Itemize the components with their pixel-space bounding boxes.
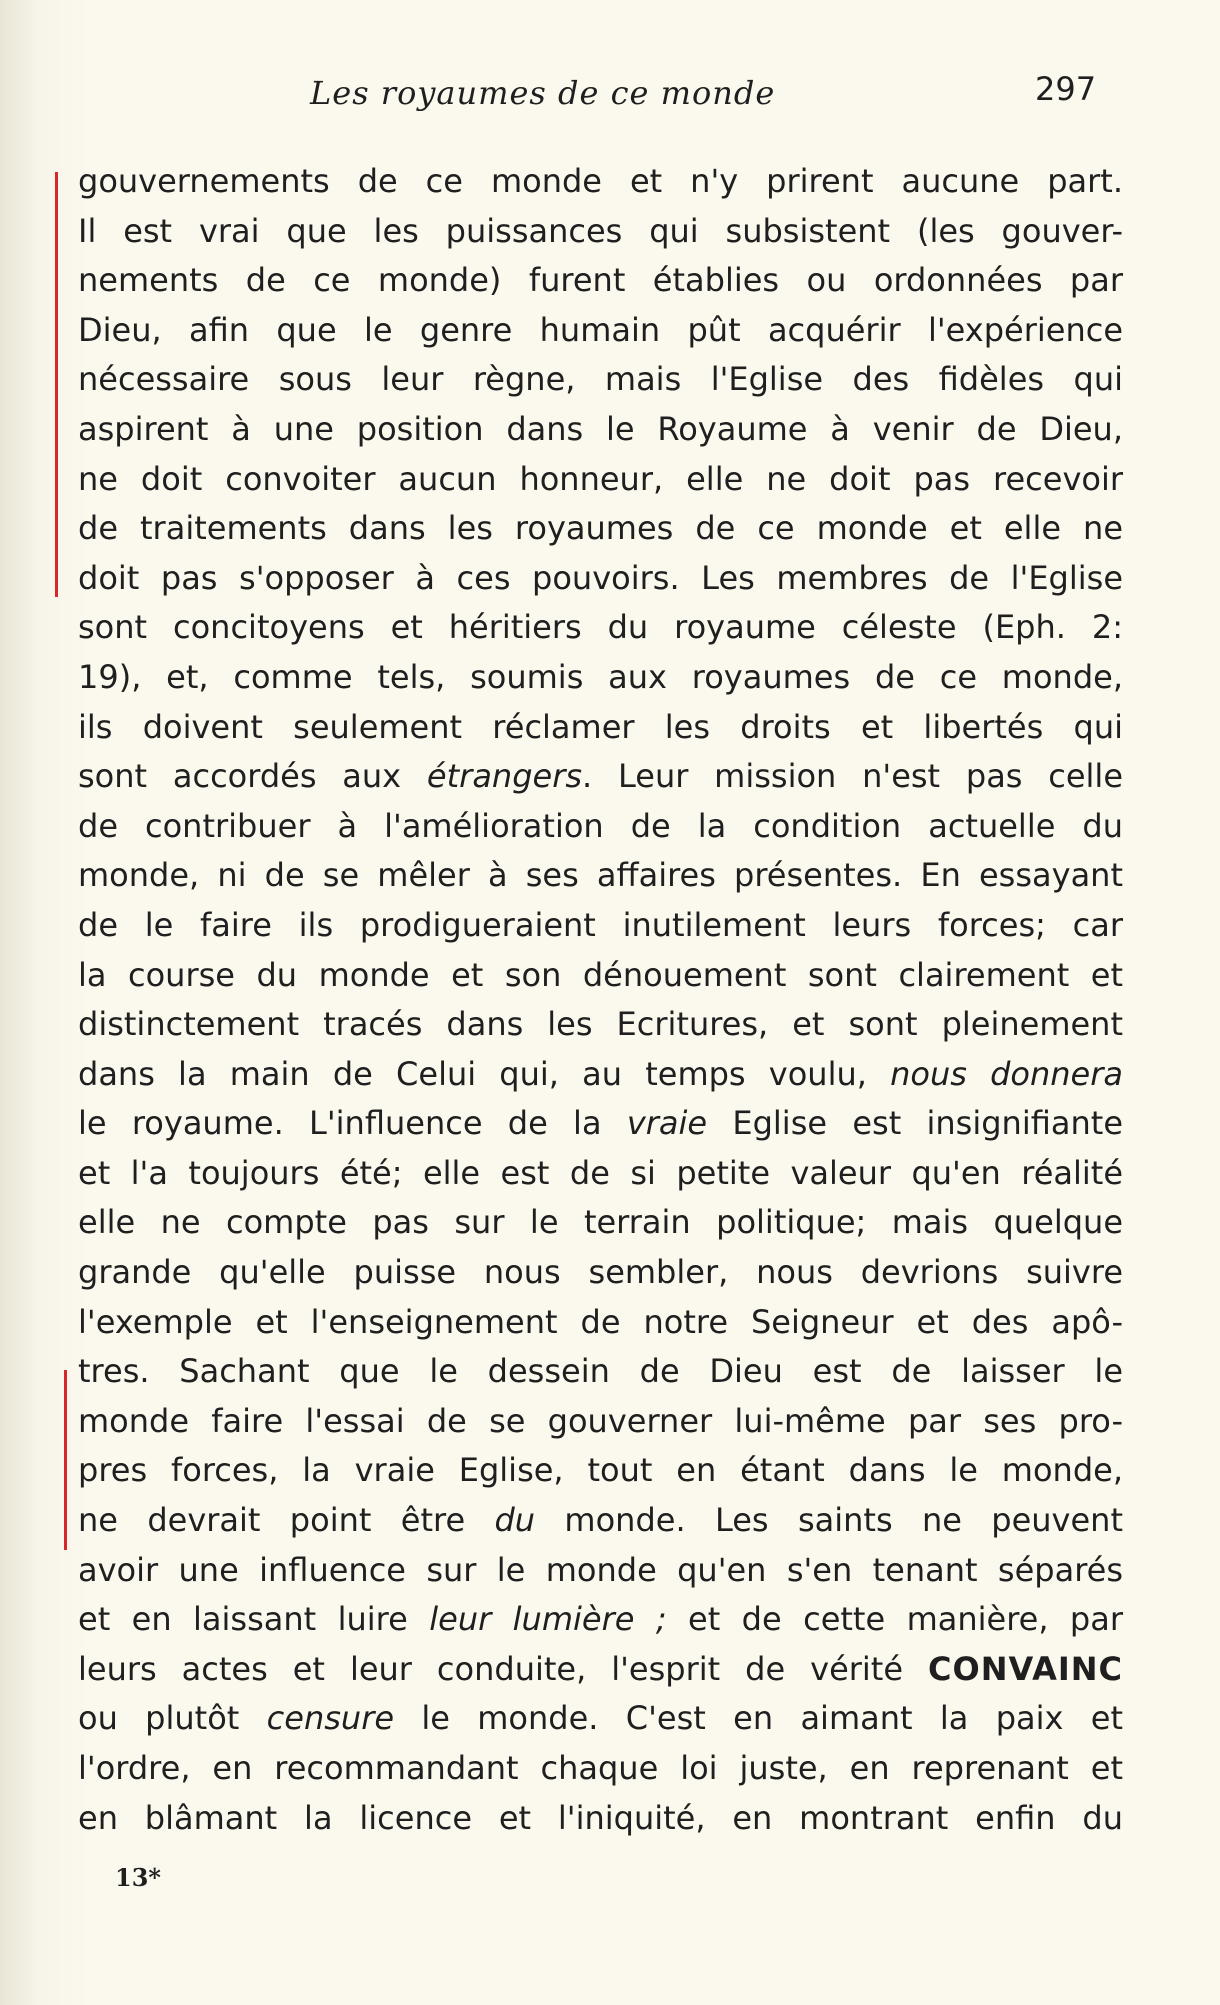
- text-segment: nements de ce monde) furent établies ou ordonnées par: [78, 261, 1123, 300]
- text-segment: ne doit convoiter aucun honneur, elle ne doit pas recevoir: [78, 459, 1123, 498]
- text-segment: tres. Sachant que le dessein de Dieu est de laisser le: [78, 1352, 1123, 1391]
- text-segment: monde. Les saints ne peuvent: [535, 1501, 1124, 1540]
- text-line: [78, 1347, 1123, 1397]
- emphasis-italic: du: [494, 1501, 536, 1540]
- text-segment: avoir une influence sur le monde qu'en s'en tenant séparés: [78, 1550, 1123, 1589]
- text-line: [78, 554, 1123, 604]
- text-segment: et de cette manière, par: [666, 1600, 1124, 1639]
- text-line: [78, 355, 1123, 405]
- page-header: [0, 70, 1220, 120]
- text-line: [78, 802, 1123, 852]
- text-segment: gouvernements de ce monde et n'y prirent aucune part.: [78, 162, 1123, 200]
- text-line: [78, 1298, 1123, 1348]
- text-line: [78, 703, 1123, 753]
- text-segment: la course du monde et son dénouement sont clairement et: [78, 955, 1123, 994]
- text-segment: sont accordés aux: [78, 757, 427, 796]
- text-segment: leurs actes et leur conduite, l'esprit de vérité: [78, 1649, 928, 1688]
- text-line: [78, 851, 1123, 901]
- text-segment: ils doivent seulement réclamer les droits et libertés qui: [78, 707, 1123, 746]
- text-segment: et en laissant luire: [78, 1600, 430, 1639]
- text-line: [78, 1149, 1123, 1199]
- text-line: [78, 256, 1123, 306]
- text-line: [78, 1794, 1123, 1844]
- text-line: [78, 1446, 1123, 1496]
- signature-mark: 13*: [115, 1863, 161, 1892]
- margin-marker-red: [55, 172, 58, 597]
- text-segment: elle ne compte pas sur le terrain politique; mais quelque: [78, 1203, 1123, 1242]
- text-line: [78, 1595, 1123, 1645]
- text-segment: 19), et, comme tels, soumis aux royaumes de ce monde,: [78, 657, 1123, 696]
- text-line: [78, 951, 1123, 1001]
- text-segment: sont concitoyens et héritiers du royaume céleste (Eph. 2:: [78, 608, 1123, 647]
- text-line: [78, 1397, 1123, 1447]
- text-line: [78, 157, 1123, 207]
- text-segment: pres forces, la vraie Eglise, tout en étant dans le monde,: [78, 1451, 1123, 1490]
- text-segment: grande qu'elle puisse nous sembler, nous devrions suivre: [78, 1253, 1123, 1292]
- text-segment: Il est vrai que les puissances qui subsistent (les gouver-: [78, 211, 1123, 250]
- text-segment: de contribuer à l'amélioration de la condition actuelle du: [78, 806, 1123, 845]
- margin-marker-red: [64, 1370, 67, 1550]
- text-segment: et l'a toujours été; elle est de si petite valeur qu'en réalité: [78, 1153, 1123, 1192]
- emphasis-italic: nous donnera: [890, 1054, 1124, 1093]
- emphasis-caps: CONVAINC: [928, 1649, 1123, 1688]
- emphasis-italic: leur lumière ;: [429, 1600, 667, 1639]
- text-segment: Eglise est insignifiante: [707, 1104, 1124, 1143]
- text-segment: le royaume. L'influence de la: [78, 1104, 627, 1143]
- text-line: [78, 1099, 1123, 1149]
- text-line: [78, 455, 1123, 505]
- text-line: [78, 405, 1123, 455]
- text-line: [78, 603, 1123, 653]
- text-line: [78, 1546, 1123, 1596]
- page-number: 297: [1035, 70, 1097, 108]
- emphasis-italic: censure: [266, 1699, 395, 1738]
- text-line: [78, 1496, 1123, 1546]
- text-segment: aspirent à une position dans le Royaume à venir de Dieu,: [78, 409, 1123, 448]
- text-segment: . Leur mission n'est pas celle: [582, 757, 1124, 796]
- text-segment: distinctement tracés dans les Ecritures, et sont pleinement: [78, 1005, 1123, 1044]
- text-segment: en blâmant la licence et l'iniquité, en montrant enfin du: [78, 1798, 1123, 1837]
- text-line: [78, 504, 1123, 554]
- text-line: [78, 207, 1123, 257]
- text-segment: nécessaire sous leur règne, mais l'Eglise des fidèles qui: [78, 360, 1123, 399]
- text-line: [78, 1694, 1123, 1744]
- text-segment: l'ordre, en recommandant chaque loi juste, en reprenant et: [78, 1749, 1123, 1787]
- text-segment: de le faire ils prodigueraient inutilement leurs forces; car: [78, 905, 1123, 944]
- text-line: [78, 752, 1123, 802]
- text-segment: ou plutôt: [78, 1699, 267, 1738]
- text-segment: dans la main de Celui qui, au temps voulu,: [78, 1054, 891, 1093]
- emphasis-italic: vraie: [626, 1104, 708, 1143]
- text-line: [78, 1000, 1123, 1050]
- text-line: [78, 1050, 1123, 1100]
- text-line: [78, 1744, 1123, 1794]
- body-text: [78, 157, 1123, 1843]
- text-segment: le monde. C'est en aimant la paix et: [394, 1699, 1124, 1738]
- text-segment: de traitements dans les royaumes de ce monde et elle ne: [78, 509, 1123, 548]
- text-line: [78, 653, 1123, 703]
- running-title: Les royaumes de ce monde: [310, 74, 776, 112]
- text-line: [78, 901, 1123, 951]
- text-segment: ne devrait point être: [78, 1501, 495, 1540]
- text-segment: l'exemple et l'enseignement de notre Seigneur et des apô-: [78, 1302, 1123, 1341]
- text-segment: monde faire l'essai de se gouverner lui-même par ses pro-: [78, 1401, 1123, 1440]
- text-segment: monde, ni de se mêler à ses affaires présentes. En essayant: [78, 856, 1123, 895]
- text-line: [78, 1645, 1123, 1695]
- text-segment: Dieu, afin que le genre humain pût acquérir l'expérience: [78, 310, 1123, 349]
- emphasis-italic: étrangers: [426, 757, 583, 796]
- text-line: [78, 1248, 1123, 1298]
- text-segment: doit pas s'opposer à ces pouvoirs. Les membres de l'Eglise: [78, 558, 1123, 597]
- text-line: [78, 1198, 1123, 1248]
- text-line: [78, 306, 1123, 356]
